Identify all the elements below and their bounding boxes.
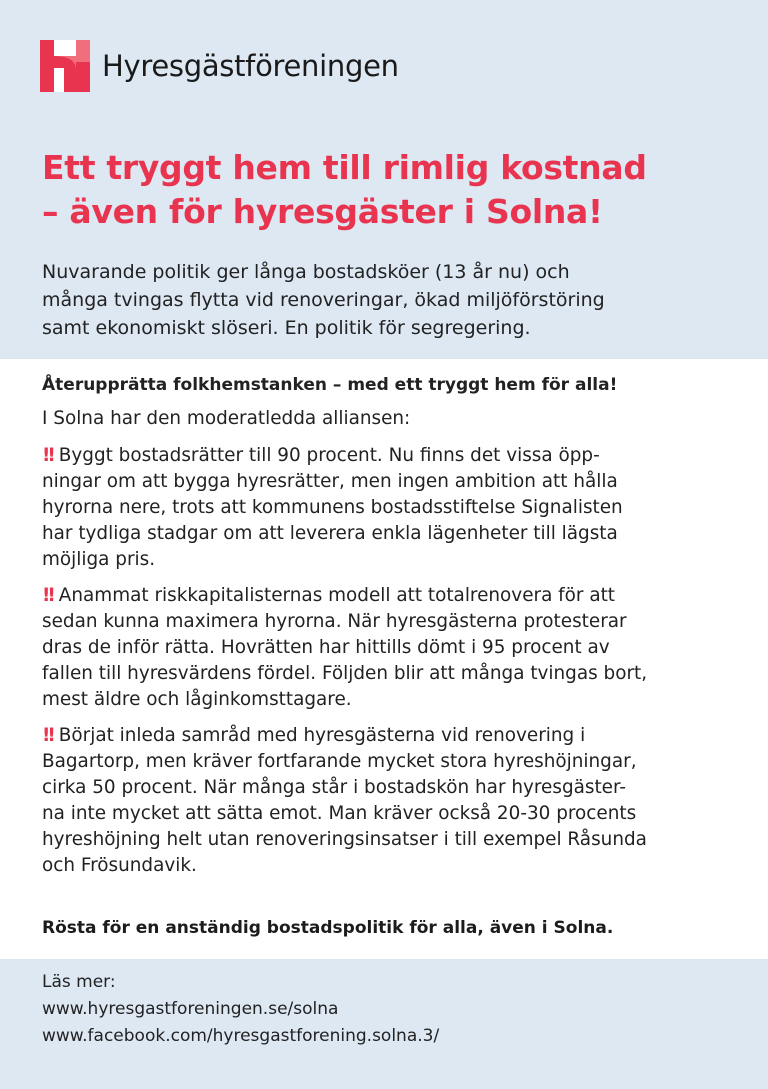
point-line: !! Byggt bostadsrätter till 90 procent. Nu finns det vissa öpp- — [42, 445, 600, 466]
logo — [40, 40, 399, 92]
point-line: sedan kunna maximera hyrorna. När hyresgästerna protesterar — [42, 611, 627, 632]
point-item — [42, 443, 732, 573]
point-line: cirka 50 procent. När många står i bostadskön har hyresgäster- — [42, 777, 627, 798]
read-more — [42, 969, 439, 1050]
point-line: fallen till hyresvärdens fördel. Följden blir att många tvingas bort, — [42, 663, 648, 684]
website-link[interactable]: www.hyresgastforeningen.se/solna — [42, 999, 339, 1019]
closing-statement: Rösta för en anständig bostadspolitik för alla, även i Solna. — [42, 918, 614, 938]
double-exclamation-icon: !! — [42, 445, 53, 466]
intro-line: samt ekonomiskt slöseri. En politik för segregering. — [42, 317, 531, 339]
headline-line: – även för hyresgäster i Solna! — [42, 192, 603, 231]
point-line: !! Anammat riskkapitalisternas modell att totalrenovera för att — [42, 585, 616, 606]
point-line: ningar om att bygga hyresrätter, men ingen ambition att hålla — [42, 471, 618, 492]
double-exclamation-icon: !! — [42, 585, 53, 606]
intro-line: Nuvarande politik ger långa bostadsköer (13 år nu) och — [42, 261, 570, 283]
lead-text: I Solna har den moderatledda alliansen: — [42, 408, 411, 429]
intro-line: många tvingas flytta vid renoveringar, ökad miljöförstöring — [42, 289, 605, 311]
headline-line: Ett tryggt hem till rimlig kostnad — [42, 148, 647, 187]
main-content — [42, 372, 732, 889]
facebook-link[interactable]: www.facebook.com/hyresgastforening.solna.3/ — [42, 1026, 440, 1046]
point-line: dras de inför rätta. Hovrätten har hittills dömt i 95 procent av — [42, 637, 610, 658]
point-line: hyrorna nere, trots att kommunens bostadsstiftelse Signalisten — [42, 497, 623, 518]
brand-name: Hyresgästföreningen — [102, 49, 399, 83]
point-item — [42, 583, 732, 713]
point-line: mest äldre och låginkomsttagare. — [42, 689, 352, 710]
headline — [42, 146, 742, 234]
point-line: möjliga pris. — [42, 549, 156, 570]
point-item — [42, 723, 732, 879]
point-line: !! Börjat inleda samråd med hyresgästerna vid renovering i — [42, 725, 586, 746]
point-line: hyreshöjning helt utan renoveringsinsatser i till exempel Råsunda — [42, 829, 647, 850]
subheading: Återupprätta folkhemstanken – med ett tryggt hem för alla! — [42, 375, 618, 395]
double-exclamation-icon: !! — [42, 725, 53, 746]
read-more-label: Läs mer: — [42, 972, 116, 992]
point-line: har tydliga stadgar om att leverera enkla lägenheter till lägsta — [42, 523, 618, 544]
point-line: Bagartorp, men kräver fortfarande mycket stora hyreshöjningar, — [42, 751, 637, 772]
point-line: na inte mycket att sätta emot. Man kräver också 20-30 procents — [42, 803, 637, 824]
logo-h-icon — [40, 40, 90, 92]
point-line: och Frösundavik. — [42, 855, 197, 876]
intro-paragraph — [42, 258, 742, 342]
